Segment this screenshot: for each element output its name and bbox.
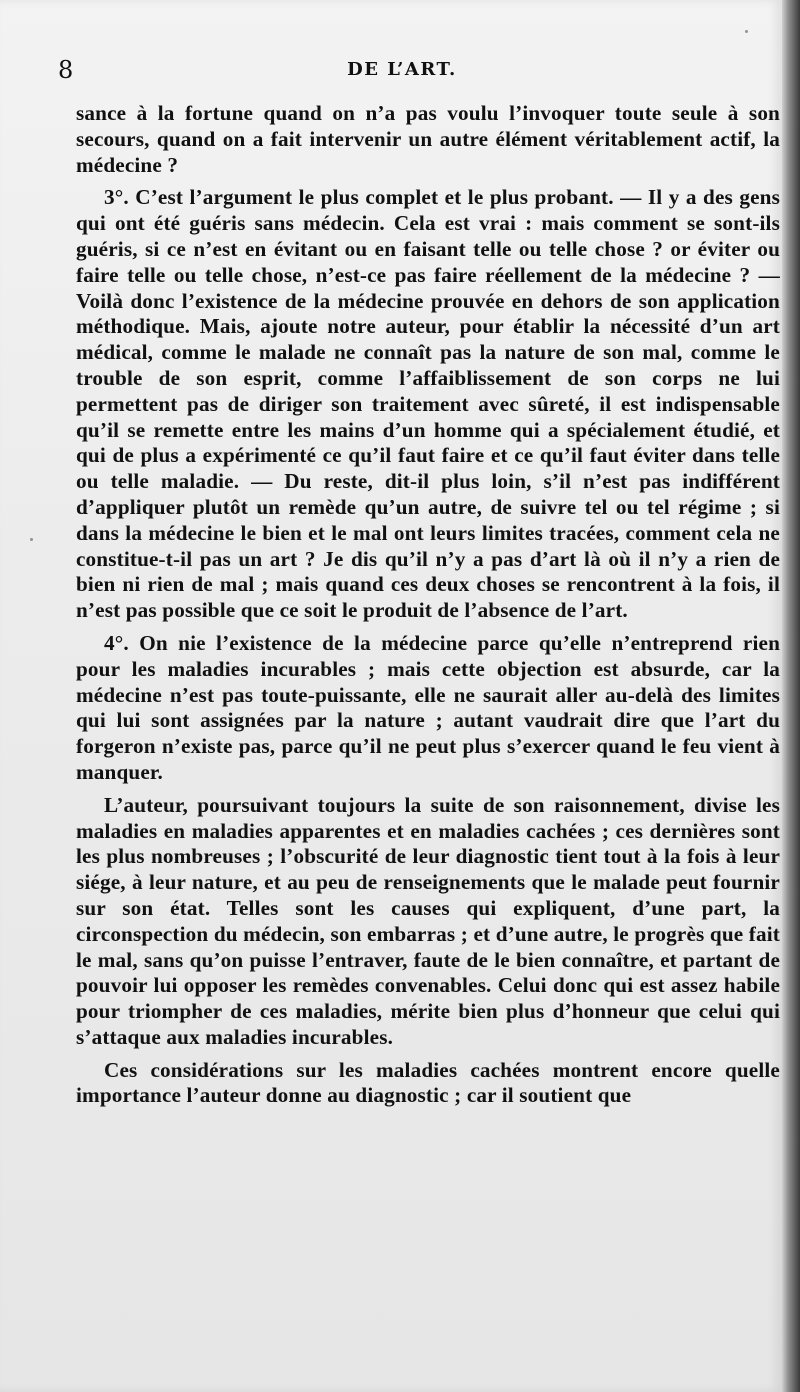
paragraph-continuation: sance à la fortune quand on n’a pas voulu l’invoquer toute seule à son secours, quand on a fait intervenir un autre élément véritablement actif, la médecine ?: [76, 101, 780, 177]
page-number: 8: [58, 56, 74, 84]
paragraph-hidden-diseases: L’auteur, poursuivant toujours la suite de son raisonnement, divise les maladies en maladies apparentes et en maladies cachées ; ces dernières sont les plus nombreuses ; l’obscurité de leur diagnostic tient tout à la fois à leur siége, à leur nature, et au peu de renseignements que le malade peut fournir sur son état. Telles sont les causes qui expliquent, d’une part, la circonspection du médecin, son embarras ; et d’une autre, le progrès que fait le mal, sans qu’on puisse l’entraver, faute de le bien connaître, et partant de pouvoir lui opposer les remèdes convenables. Celui donc qui est assez habile pour triompher de ces maladies, mérite bien plus d’honneur que celui qui s’attaque aux maladies incurables.: [76, 792, 780, 1049]
page-header: [58, 56, 746, 96]
paper-speck: [30, 538, 33, 541]
paper-speck: [745, 30, 748, 33]
page-edge-shadow: [782, 0, 800, 1392]
paragraph-diagnostic: Ces considérations sur les maladies cachées montrent encore quelle importance l’auteur donne au diagnostic ; car il soutient que: [76, 1057, 780, 1108]
running-head: DE L’ART.: [347, 59, 457, 80]
paragraph-argument-3: 3°. C’est l’argument le plus complet et le plus probant. — Il y a des gens qui ont été guéris sans médecin. Cela est vrai : mais comment se sont-ils guéris, si ce n’est en évitant ou en faisant telle ou telle chose ? or éviter ou faire telle ou telle chose, n’est-ce pas faire réellement de la médecine ? — Voilà donc l’existence de la médecine prouvée en dehors de son application méthodique. Mais, ajoute notre auteur, pour établir la nécessité d’un art médical, comme le malade ne connaît pas la nature de son mal, comme le trouble de son esprit, comme l’affaiblissement de son corps ne lui permettent pas de diriger son traitement avec sûreté, il est indispensable qu’il se remette entre les mains d’un homme qui a spécialement étudié, et qui de plus a expérimenté ce qu’il faut faire et ce qu’il faut éviter dans telle ou telle maladie. — Du reste, dit-il plus loin, s’il n’est pas indifférent d’appliquer plutôt un remède qu’un autre, de suivre tel ou tel régime ; si dans la médecine le bien et le mal ont leurs limites tracées, comment cela ne constitue-t-il pas un art ? Je dis qu’il n’y a pas d’art là où il n’y a rien de bien ni rien de mal ; mais quand ces deux choses se rencontrent à la fois, il n’est pas possible que ce soit le produit de l’absence de l’art.: [76, 185, 780, 623]
paragraph-argument-4: 4°. On nie l’existence de la médecine parce qu’elle n’entreprend rien pour les maladies incurables ; mais cette objection est absurde, car la médecine n’est pas toute-puissante, elle ne saurait aller au-delà des limites qui lui sont assignées par la nature ; autant vaudrait dire que l’art du forgeron n’existe pas, parce qu’il ne peut plus s’exercer quand le feu vient à manquer.: [76, 630, 780, 784]
page-body: [76, 101, 780, 1116]
